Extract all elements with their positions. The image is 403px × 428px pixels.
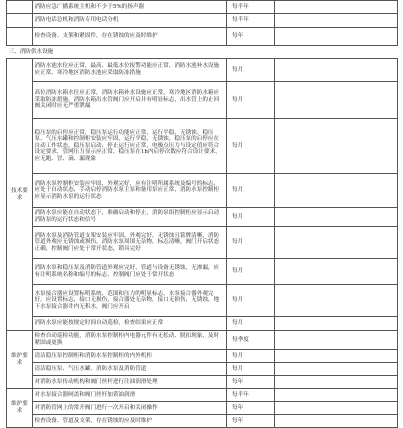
check-cell[interactable] [275, 415, 398, 428]
item-frequency: 每月 [227, 259, 275, 285]
table-row [7, 259, 398, 285]
check-cell[interactable] [275, 227, 398, 259]
table-row [7, 174, 398, 208]
item-frequency: 每半年 [227, 1, 275, 14]
item-frequency: 每月 [227, 350, 275, 363]
check-cell[interactable] [275, 1, 398, 14]
table-row [7, 208, 398, 227]
item-text: 检查自动巡检功能，消防水泵控制柜内电器元件有无松动、脱扣现象，及时紧固或更换 [33, 331, 227, 350]
item-text: 清洁稳压泵、气压水罐、消防水泵及消防管道 [33, 363, 227, 376]
check-cell[interactable] [275, 402, 398, 415]
table-row [7, 28, 398, 46]
req-cell [7, 1, 33, 14]
table-row [7, 363, 398, 376]
req-cell [7, 28, 33, 46]
table-row [7, 317, 398, 331]
table-row [7, 82, 398, 119]
item-frequency: 每月 [227, 119, 275, 174]
item-frequency: 每年 [227, 402, 275, 415]
check-cell[interactable] [275, 376, 398, 389]
section-title: 三、消防供水设施 [7, 46, 398, 59]
check-cell[interactable] [275, 208, 398, 227]
item-frequency: 每月 [227, 317, 275, 331]
item-frequency: 每月 [227, 59, 275, 82]
item-frequency: 每年 [227, 28, 275, 46]
table-row [7, 285, 398, 317]
maintenance-table [6, 0, 398, 428]
check-cell[interactable] [275, 174, 398, 208]
item-text: 高位消防水箱水位应正常，消防水箱补水设施应正常，寒冷地区消防水箱应采取防冻措施，消防水箱出水管阀门应开启并有明显标志，出水管上的止回阀关闭时应无严重泄漏 [33, 82, 227, 119]
item-frequency: 每月 [227, 208, 275, 227]
table-row [7, 376, 398, 389]
item-frequency: 每月 [227, 363, 275, 376]
item-text: 水泵接合器应设置标明系统、范围和压力的明显标志，水泵接合器外观完好，应设置标志，接口无损伤，接合器处无杂物，接口无损伤，无锈蚀，地下水泵接合器井内无积水，阀门应开启 [33, 285, 227, 317]
check-cell[interactable] [275, 59, 398, 82]
check-cell[interactable] [275, 28, 398, 46]
req-cell [7, 14, 33, 28]
tech-req-label: 技术要求 [7, 59, 33, 331]
check-cell[interactable] [275, 285, 398, 317]
table-row [7, 14, 398, 28]
check-cell[interactable] [275, 259, 398, 285]
item-text: 消防电话总机和消防专用电话分机 [33, 14, 227, 28]
maint-req-label: 维护要求 [7, 389, 33, 428]
table-row [7, 415, 398, 428]
maintenance-table-page [6, 0, 397, 428]
item-text: 检查设备、管道及支架，存在锈蚀的应及时维护 [33, 415, 227, 428]
item-text: 消防水池水位应正常，最高、最低水位报警功能应正常，消防水池补水设施应正常，寒冷地区消防水池应采取防冻措施 [33, 59, 227, 82]
section-row [7, 46, 398, 59]
check-cell[interactable] [275, 119, 398, 174]
item-frequency: 每半年 [227, 389, 275, 402]
check-cell[interactable] [275, 82, 398, 119]
item-frequency: 每月 [227, 227, 275, 259]
table-row [7, 59, 398, 82]
check-cell[interactable] [275, 14, 398, 28]
check-cell[interactable] [275, 331, 398, 350]
item-text: 稳压泵的启停应正常，稳压泵运行功能应正常，运行平稳，无锈蚀。稳压泵、气压水罐和控制柜安装应牢固，运行平稳，无锈蚀。稳压泵的启停应在自动工作状态，稳压泵启动、停止运行应正常，电极点压力与设定值应符合设定要求，管网压力显示应正常，稳压泵在1h内启停次数应符合设计要求，应无跑、冒、滴、漏现象 [33, 119, 227, 174]
table-row [7, 402, 398, 415]
item-text: 检查设备、支架和紧固件，存在锈蚀的应及时维护 [33, 28, 227, 46]
maint-req-label: 维护要求 [7, 331, 33, 389]
item-text: 消防水泵控制柜安装应牢固，外观完好，应有注明所属系统及编号的标志，应处于自动状态，手动启停消防水泵主泵和备用泵应正常，消防水泵控制柜应显示消防水泵的运行状态 [33, 174, 227, 208]
item-text: 消防水泵和稳压泵及消防管道外观应完好，管道与设备无锈蚀、无渗漏，应有注明系统名称和编号的标志，控制阀门应处于常开状态 [33, 259, 227, 285]
table-row [7, 227, 398, 259]
item-frequency: 每季度 [227, 331, 275, 350]
table-row [7, 1, 398, 14]
table-row [7, 331, 398, 350]
table-row [7, 119, 398, 174]
check-cell[interactable] [275, 363, 398, 376]
item-frequency: 每半年 [227, 14, 275, 28]
item-frequency: 每年 [227, 415, 275, 428]
item-text: 清洁稳压泵控制柜和消防水泵控制柜的内外机柜 [33, 350, 227, 363]
item-text: 消防水泵应能在自动状态下，准确启动和停止，消防泵组控制柜应显示启动消防泵的运行状态和信号 [33, 208, 227, 227]
item-frequency: 每月 [227, 174, 275, 208]
item-text: 对水泵接合器闸盖和阀门丝杆加黄油润滑 [33, 389, 227, 402]
item-frequency: 每月 [227, 82, 275, 119]
check-cell[interactable] [275, 317, 398, 331]
check-cell[interactable] [275, 350, 398, 363]
item-frequency: 每月 [227, 285, 275, 317]
item-text: 对消防管网上的常开阀门进行一次开启和关闭操作 [33, 402, 227, 415]
item-text: 消防应急广播系统主机和不少于5%的扬声器 [33, 1, 227, 14]
item-frequency: 每年 [227, 376, 275, 389]
item-text: 消防水泵应能按规定时间自动巡检，检查结果应正常 [33, 317, 227, 331]
item-text: 消防水泵及消防管道支架安装应牢固，外观完好，无锈蚀且铭牌清晰，消防管道外观应无锈蚀或损伤，消防水泵周围无杂物，标志清晰，阀门开启状态正确，控制阀门应处于常开状态，锁具完好 [33, 227, 227, 259]
table-row [7, 350, 398, 363]
item-text: 对消防水泵传动机构和阀门丝杆进行注油润滑处理 [33, 376, 227, 389]
